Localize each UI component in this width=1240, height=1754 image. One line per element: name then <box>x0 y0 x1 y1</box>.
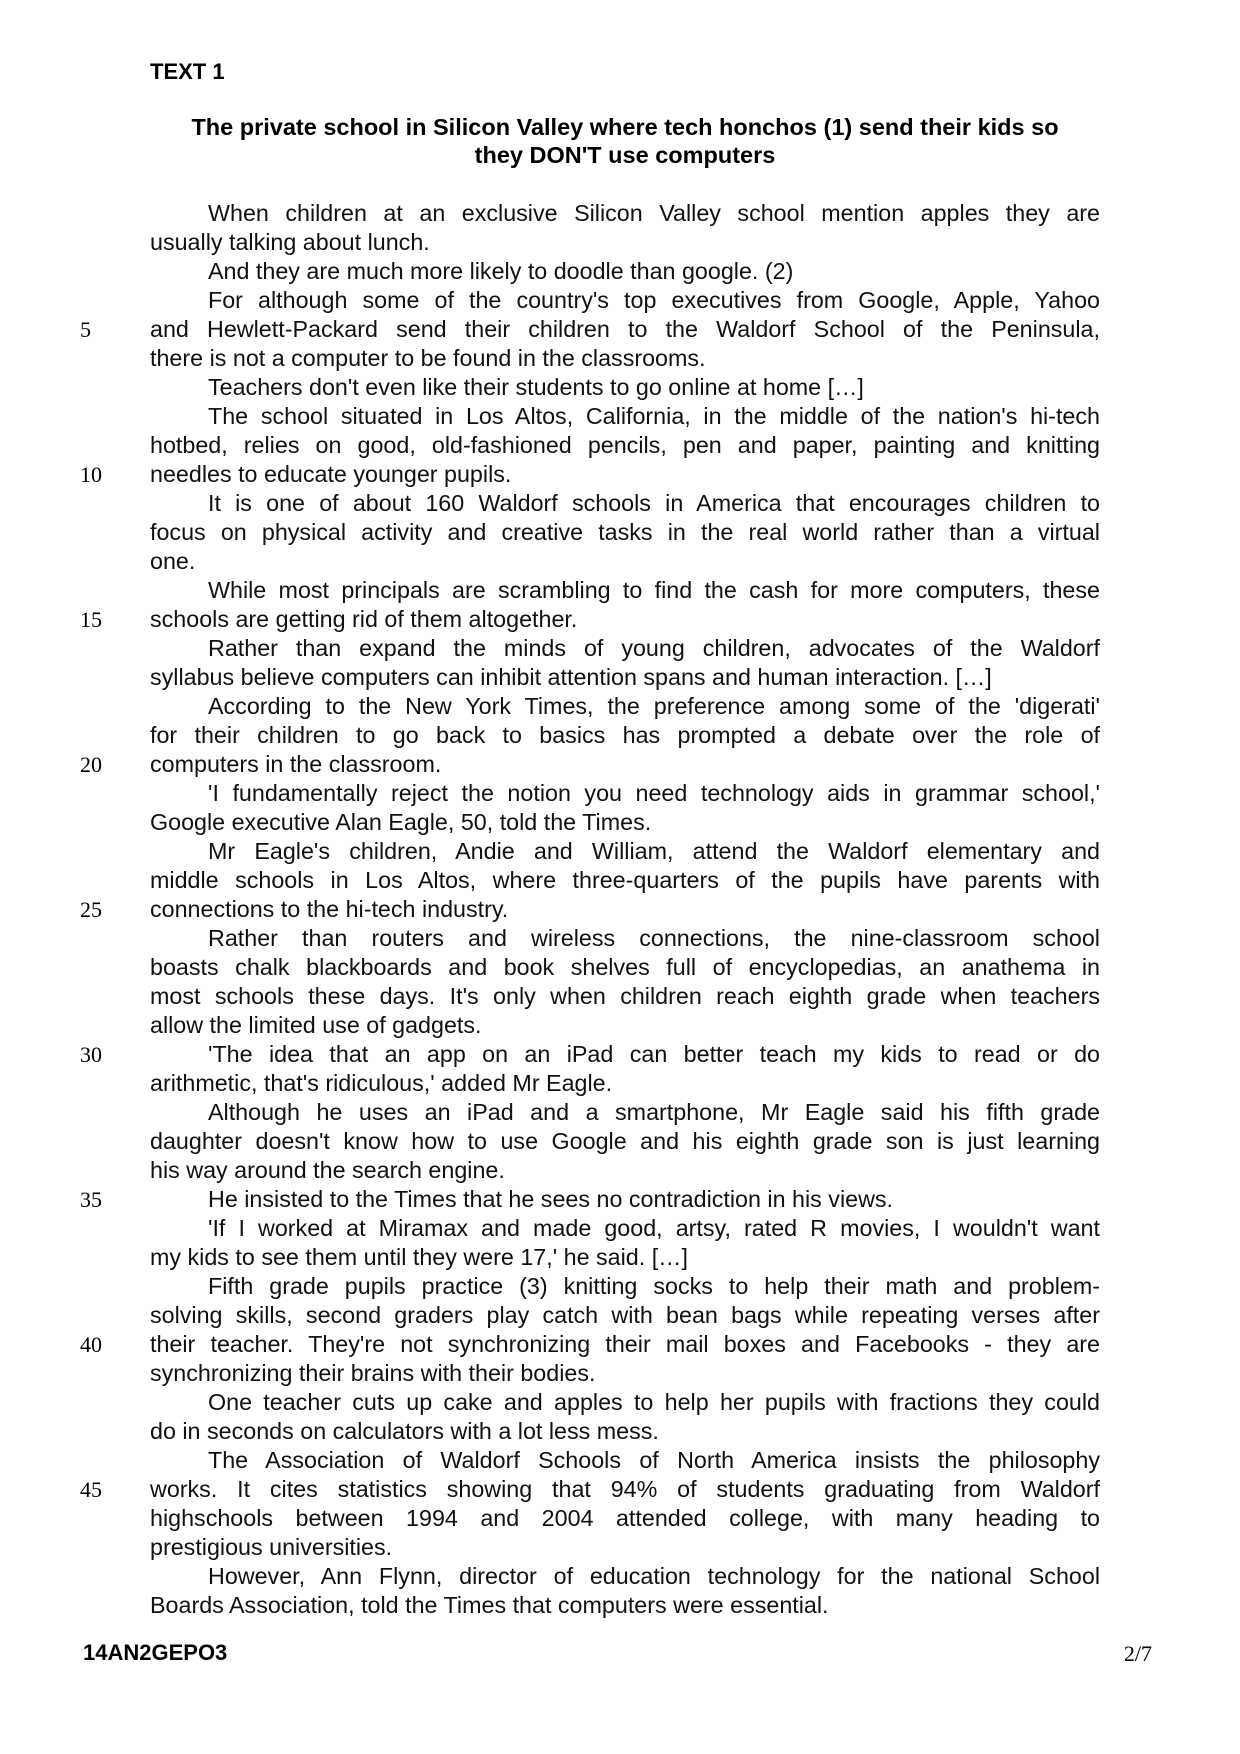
line-text: 'If I worked at Miramax and made good, artsy, rated R movies, I wouldn't want <box>208 1215 1100 1241</box>
text-line <box>150 518 1100 547</box>
text-label: TEXT 1 <box>150 59 225 84</box>
line-text: He insisted to the Times that he sees no contradiction in his views. <box>208 1186 894 1212</box>
line-text: and Hewlett-Packard send their children to the Waldorf School of the Peninsula, <box>150 316 1100 342</box>
exam-code: 14AN2GEPO3 <box>83 1640 228 1665</box>
text-line <box>150 1591 1100 1620</box>
text-line <box>80 460 1100 489</box>
line-number: 45 <box>80 1477 102 1502</box>
text-line <box>150 1562 1100 1591</box>
text-line <box>150 431 1100 460</box>
title-line-2: they DON'T use computers <box>474 142 776 168</box>
text-line <box>150 953 1100 982</box>
text-line <box>150 1301 1100 1330</box>
text-line <box>80 1330 1100 1359</box>
text-line <box>150 1446 1100 1475</box>
line-number: 30 <box>80 1042 102 1067</box>
line-text: One teacher cuts up cake and apples to help her pupils with fractions they could <box>208 1389 1100 1415</box>
line-text: works. It cites statistics showing that 94% of students graduating from Waldorf <box>150 1476 1100 1502</box>
text-line <box>150 402 1100 431</box>
line-text: do in seconds on calculators with a lot less mess. <box>150 1418 659 1444</box>
line-text: his way around the search engine. <box>150 1157 505 1183</box>
line-number: 20 <box>80 752 102 777</box>
line-text: schools are getting rid of them altogether. <box>150 606 578 632</box>
text-line <box>150 1243 1100 1272</box>
text-line <box>150 779 1100 808</box>
line-text: most schools these days. It's only when children reach eighth grade when teachers <box>150 983 1100 1009</box>
line-number: 40 <box>80 1332 102 1357</box>
text-line <box>150 1214 1100 1243</box>
line-text: According to the New York Times, the preference among some of the 'digerati' <box>208 693 1100 719</box>
line-text: their teacher. They're not synchronizing their mail boxes and Facebooks - they are <box>150 1331 1100 1357</box>
text-line <box>150 692 1100 721</box>
line-text: one. <box>150 548 196 574</box>
line-text: And they are much more likely to doodle than google. (2) <box>208 258 794 284</box>
line-text: For although some of the country's top executives from Google, Apple, Yahoo <box>208 287 1100 313</box>
line-text: hotbed, relies on good, old-fashioned pencils, pen and paper, painting and knitting <box>150 432 1100 458</box>
line-text: usually talking about lunch. <box>150 229 430 255</box>
text-line <box>150 1098 1100 1127</box>
text-line <box>150 1011 1100 1040</box>
text-line <box>150 489 1100 518</box>
text-line <box>80 895 1100 924</box>
text-line <box>150 1127 1100 1156</box>
text-line <box>150 1388 1100 1417</box>
text-line <box>150 576 1100 605</box>
text-line <box>150 1156 1100 1185</box>
text-line <box>150 257 1100 286</box>
line-text: allow the limited use of gadgets. <box>150 1012 482 1038</box>
line-text: However, Ann Flynn, director of education technology for the national School <box>208 1563 1100 1589</box>
line-text: middle schools in Los Altos, where three-quarters of the pupils have parents with <box>150 867 1100 893</box>
line-number: 5 <box>80 317 91 342</box>
line-text: Boards Association, told the Times that computers were essential. <box>150 1592 829 1618</box>
line-text: solving skills, second graders play catch with bean bags while repeating verses after <box>150 1302 1100 1328</box>
line-text: When children at an exclusive Silicon Valley school mention apples they are <box>208 200 1100 226</box>
line-text: arithmetic, that's ridiculous,' added Mr Eagle. <box>150 1070 613 1096</box>
line-text: Fifth grade pupils practice (3) knitting socks to help their math and problem- <box>208 1273 1100 1299</box>
line-text: connections to the hi-tech industry. <box>150 896 509 922</box>
line-text: While most principals are scrambling to find the cash for more computers, these <box>208 577 1100 603</box>
line-text: It is one of about 160 Waldorf schools in America that encourages children to <box>208 490 1100 516</box>
line-text: computers in the classroom. <box>150 751 442 777</box>
line-text: Rather than routers and wireless connections, the nine-classroom school <box>208 925 1100 951</box>
text-line <box>150 1359 1100 1388</box>
line-text: Teachers don't even like their students to go online at home […] <box>208 374 864 400</box>
line-text: highschools between 1994 and 2004 attended college, with many heading to <box>150 1505 1100 1531</box>
text-line <box>150 373 1100 402</box>
line-text: my kids to see them until they were 17,' he said. […] <box>150 1244 688 1270</box>
line-text: synchronizing their brains with their bodies. <box>150 1360 596 1386</box>
text-line <box>80 750 1100 779</box>
article-body <box>80 199 1100 1620</box>
line-text: focus on physical activity and creative tasks in the real world rather than a virtual <box>150 519 1100 545</box>
text-line <box>150 634 1100 663</box>
line-text: Mr Eagle's children, Andie and William, attend the Waldorf elementary and <box>208 838 1100 864</box>
line-text: needles to educate younger pupils. <box>150 461 512 487</box>
text-line <box>150 228 1100 257</box>
line-text: 'I fundamentally reject the notion you need technology aids in grammar school,' <box>208 780 1100 806</box>
text-line <box>80 1475 1100 1504</box>
text-line <box>150 982 1100 1011</box>
line-number: 10 <box>80 462 102 487</box>
text-line <box>150 344 1100 373</box>
text-line <box>80 1185 1100 1214</box>
line-text: 'The idea that an app on an iPad can better teach my kids to read or do <box>208 1041 1100 1067</box>
line-number: 15 <box>80 607 102 632</box>
line-text: for their children to go back to basics has prompted a debate over the role of <box>150 722 1100 748</box>
text-line <box>150 547 1100 576</box>
text-line <box>150 286 1100 315</box>
text-line <box>80 315 1100 344</box>
title-line-1: The private school in Silicon Valley where tech honchos (1) send their kids so <box>191 114 1059 140</box>
text-line <box>150 721 1100 750</box>
text-line <box>80 1040 1100 1069</box>
text-line <box>150 866 1100 895</box>
line-text: there is not a computer to be found in the classrooms. <box>150 345 706 371</box>
text-line <box>150 808 1100 837</box>
text-line <box>150 1417 1100 1446</box>
text-line <box>150 924 1100 953</box>
text-line <box>150 663 1100 692</box>
text-line <box>150 1533 1100 1562</box>
line-text: The Association of Waldorf Schools of North America insists the philosophy <box>208 1447 1100 1473</box>
line-text: daughter doesn't know how to use Google and his eighth grade son is just learning <box>150 1128 1100 1154</box>
line-text: boasts chalk blackboards and book shelves full of encyclopedias, an anathema in <box>150 954 1100 980</box>
text-line <box>150 1504 1100 1533</box>
line-text: Google executive Alan Eagle, 50, told the Times. <box>150 809 652 835</box>
text-line <box>150 1069 1100 1098</box>
text-line <box>80 605 1100 634</box>
article-title <box>150 113 1100 169</box>
line-text: Rather than expand the minds of young children, advocates of the Waldorf <box>208 635 1100 661</box>
line-text: The school situated in Los Altos, California, in the middle of the nation's hi-tech <box>208 403 1100 429</box>
text-line <box>150 837 1100 866</box>
text-line <box>150 1272 1100 1301</box>
page-number: 2/7 <box>1123 1641 1152 1666</box>
line-text: syllabus believe computers can inhibit attention spans and human interaction. […] <box>150 664 992 690</box>
line-text: prestigious universities. <box>150 1534 393 1560</box>
text-line <box>150 199 1100 228</box>
line-number: 35 <box>80 1187 102 1212</box>
line-number: 25 <box>80 897 102 922</box>
line-text: Although he uses an iPad and a smartphone, Mr Eagle said his fifth grade <box>208 1099 1100 1125</box>
